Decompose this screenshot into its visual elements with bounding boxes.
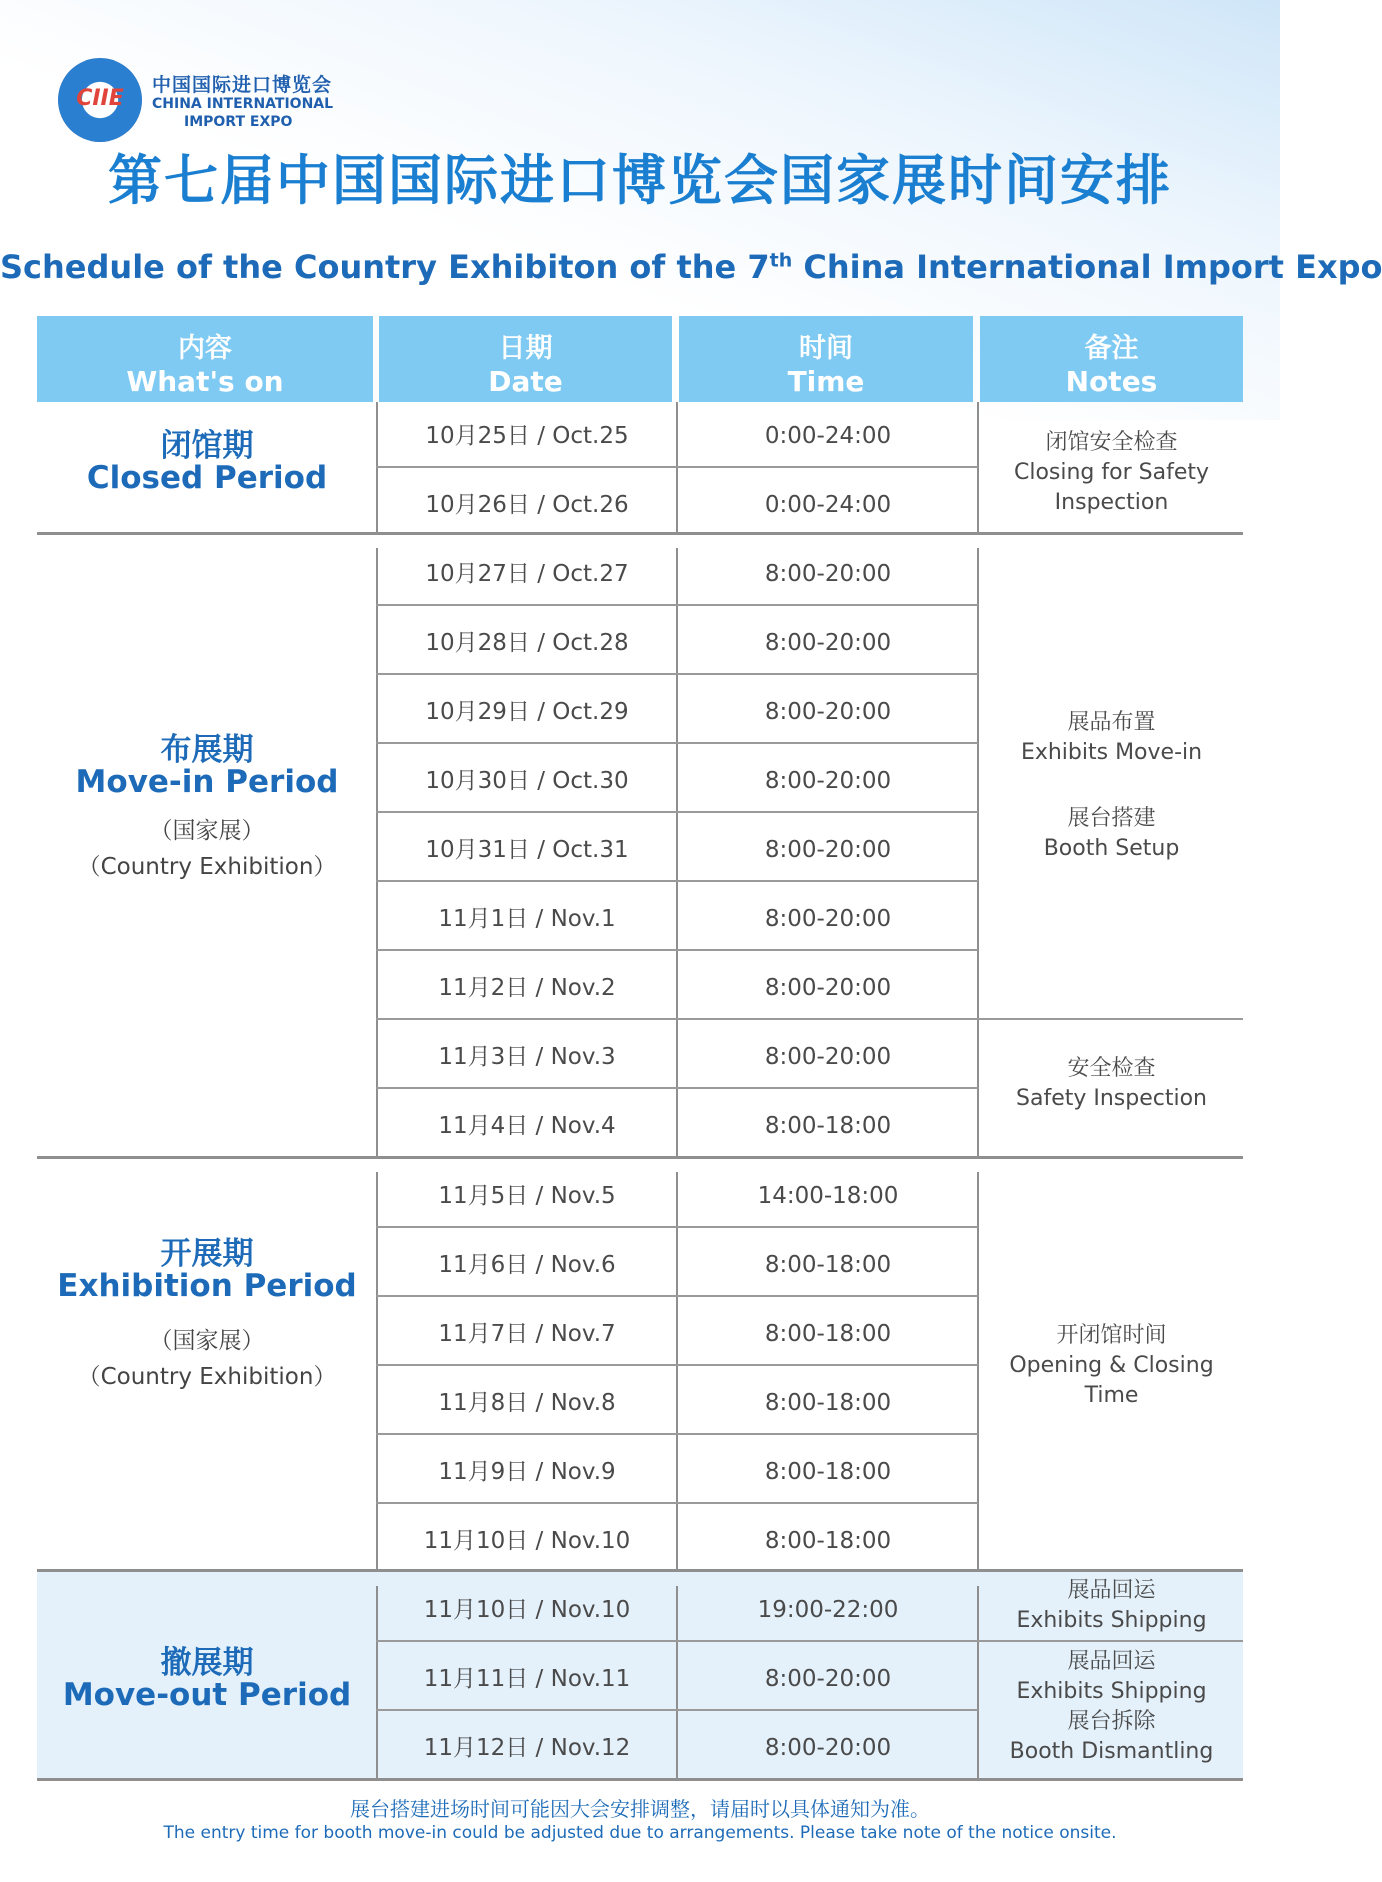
row-divider xyxy=(376,742,978,744)
time-cell: 8:00-20:00 xyxy=(764,837,892,863)
title-en-superscript: th xyxy=(769,249,793,272)
logo-mark: CIIE xyxy=(76,86,124,111)
date-cell: 11月12日 / Nov.12 xyxy=(423,1735,631,1761)
date-cell: 10月30日 / Oct.30 xyxy=(425,768,629,794)
table-bottom-line xyxy=(37,1778,1243,1781)
row-divider xyxy=(376,673,978,675)
time-cell: 8:00-20:00 xyxy=(764,1735,892,1761)
time-cell: 8:00-18:00 xyxy=(764,1390,892,1416)
date-cell: 11月10日 / Nov.10 xyxy=(423,1597,631,1623)
time-cell: 8:00-18:00 xyxy=(764,1113,892,1139)
header-time xyxy=(679,316,973,402)
note-shipping-dismantling xyxy=(980,1647,1243,1767)
note-en: Opening & Closing Time xyxy=(1009,1353,1214,1408)
note-en: Booth Dismantling xyxy=(1009,1739,1214,1764)
note-cn: 展品布置 xyxy=(1067,710,1156,735)
exhibition-period-sub-en: （Country Exhibition） xyxy=(77,1364,337,1390)
movein-period-sub-cn: （国家展） xyxy=(149,818,265,844)
section-divider xyxy=(37,532,1243,535)
header-date xyxy=(379,316,672,402)
date-cell: 11月6日 / Nov.6 xyxy=(438,1252,616,1278)
row-divider xyxy=(376,1226,978,1228)
column-divider xyxy=(676,1172,678,1569)
note-en: Safety Inspection xyxy=(1016,1086,1207,1111)
moveout-period-cn: 撤展期 xyxy=(160,1645,254,1681)
date-cell: 11月7日 / Nov.7 xyxy=(438,1321,616,1347)
date-cell: 11月8日 / Nov.8 xyxy=(438,1390,616,1416)
logo-name-en-line2: IMPORT EXPO xyxy=(184,114,293,130)
note-movein xyxy=(980,708,1243,864)
note-en: Booth Setup xyxy=(1043,836,1180,861)
closed-period-cn: 闭馆期 xyxy=(160,428,254,464)
row-divider xyxy=(376,811,978,813)
time-cell: 8:00-20:00 xyxy=(764,975,892,1001)
header-label-en: Notes xyxy=(1065,365,1158,398)
header-label-en: What's on xyxy=(126,365,284,398)
time-cell: 8:00-18:00 xyxy=(764,1459,892,1485)
time-cell: 8:00-20:00 xyxy=(764,630,892,656)
row-divider xyxy=(376,466,978,468)
time-cell: 0:00-24:00 xyxy=(764,423,892,449)
moveout-period-en: Move-out Period xyxy=(62,1677,352,1713)
date-cell: 11月9日 / Nov.9 xyxy=(438,1459,616,1485)
time-cell: 8:00-20:00 xyxy=(764,1666,892,1692)
exhibition-period-cn: 开展期 xyxy=(160,1236,254,1272)
date-cell: 11月4日 / Nov.4 xyxy=(438,1113,616,1139)
title-en-prefix: Schedule of the Country Exhibiton of the 7 xyxy=(0,248,770,286)
header-label-en: Time xyxy=(787,365,865,398)
header-label-cn: 内容 xyxy=(178,333,232,364)
note-closing-safety xyxy=(980,428,1243,518)
date-cell: 10月26日 / Oct.26 xyxy=(425,492,629,518)
row-divider xyxy=(376,1502,978,1504)
note-en: Exhibits Move-in xyxy=(1020,740,1203,765)
header-whats-on xyxy=(37,316,373,402)
note-spacer xyxy=(980,768,1243,804)
movein-period-en: Move-in Period xyxy=(75,764,339,800)
footer-note-cn: 展台搭建进场时间可能因大会安排调整，请届时以具体通知为准。 xyxy=(350,1797,930,1821)
note-cn: 展品回运 xyxy=(1067,1649,1156,1674)
date-cell: 11月5日 / Nov.5 xyxy=(438,1183,616,1209)
movein-period-cn: 布展期 xyxy=(160,732,254,768)
page-title-en xyxy=(0,248,1382,286)
note-cn: 开闭馆时间 xyxy=(1056,1323,1167,1348)
date-cell: 10月25日 / Oct.25 xyxy=(425,423,629,449)
date-cell: 11月3日 / Nov.3 xyxy=(438,1044,616,1070)
row-divider xyxy=(376,1018,1243,1020)
note-en: Exhibits Shipping xyxy=(1016,1608,1207,1633)
header-label-cn: 日期 xyxy=(498,333,553,364)
note-shipping-1 xyxy=(980,1576,1243,1636)
time-cell: 14:00-18:00 xyxy=(757,1183,899,1209)
row-divider xyxy=(376,1295,978,1297)
header-notes xyxy=(980,316,1243,402)
time-cell: 8:00-20:00 xyxy=(764,561,892,587)
note-en: Closing for Safety xyxy=(1013,460,1210,485)
section-divider xyxy=(37,1156,1243,1159)
date-cell: 10月28日 / Oct.28 xyxy=(425,630,629,656)
date-cell: 11月2日 / Nov.2 xyxy=(438,975,616,1001)
time-cell: 8:00-20:00 xyxy=(764,906,892,932)
row-divider xyxy=(376,604,978,606)
movein-period-sub-en: （Country Exhibition） xyxy=(77,854,337,880)
note-cn: 安全检查 xyxy=(1067,1056,1156,1081)
date-cell: 11月11日 / Nov.11 xyxy=(423,1666,631,1692)
exhibition-period-sub-cn: （国家展） xyxy=(149,1328,265,1354)
note-cn: 展台搭建 xyxy=(1067,806,1156,831)
date-cell: 10月31日 / Oct.31 xyxy=(425,837,629,863)
time-cell: 19:00-22:00 xyxy=(757,1597,899,1623)
header-label-cn: 时间 xyxy=(799,333,853,364)
note-opening-closing xyxy=(980,1321,1243,1411)
row-divider xyxy=(376,880,978,882)
note-en: Exhibits Shipping xyxy=(1016,1679,1207,1704)
date-cell: 11月10日 / Nov.10 xyxy=(423,1528,631,1554)
exhibition-period-en: Exhibition Period xyxy=(57,1268,357,1304)
note-en: Inspection xyxy=(1054,490,1169,515)
row-divider xyxy=(376,1087,978,1089)
header-label-en: Date xyxy=(488,365,563,398)
logo-name-cn: 中国国际进口博览会 xyxy=(152,74,333,96)
note-cn: 闭馆安全检查 xyxy=(1045,430,1178,455)
row-divider xyxy=(376,1433,978,1435)
date-cell: 10月29日 / Oct.29 xyxy=(425,699,629,725)
row-divider xyxy=(376,1640,1243,1642)
note-safety-inspection xyxy=(980,1054,1243,1114)
section-divider xyxy=(37,1569,1243,1572)
time-cell: 8:00-18:00 xyxy=(764,1252,892,1278)
time-cell: 8:00-18:00 xyxy=(764,1321,892,1347)
time-cell: 8:00-20:00 xyxy=(764,699,892,725)
date-cell: 11月1日 / Nov.1 xyxy=(438,906,616,932)
time-cell: 8:00-20:00 xyxy=(764,1044,892,1070)
title-en-suffix: China International Import Expo xyxy=(792,248,1382,286)
column-divider xyxy=(977,1172,979,1569)
row-divider xyxy=(376,1364,978,1366)
time-cell: 0:00-24:00 xyxy=(764,492,892,518)
page-title-cn: 第七届中国国际进口博览会国家展时间安排 xyxy=(108,149,1172,212)
note-cn: 展品回运 xyxy=(1067,1578,1156,1603)
row-divider xyxy=(376,949,978,951)
closed-period-en: Closed Period xyxy=(86,460,328,496)
row-divider xyxy=(376,1709,978,1711)
header-label-cn: 备注 xyxy=(1084,333,1139,364)
note-cn: 展台拆除 xyxy=(1067,1709,1156,1734)
time-cell: 8:00-20:00 xyxy=(764,768,892,794)
logo-name-en-line1: CHINA INTERNATIONAL xyxy=(152,96,334,112)
date-cell: 10月27日 / Oct.27 xyxy=(425,561,629,587)
footer-note-en: The entry time for booth move-in could be adjusted due to arrangements. Please take note of the notice onsite. xyxy=(163,1823,1117,1843)
ciie-logo xyxy=(58,58,348,144)
time-cell: 8:00-18:00 xyxy=(764,1528,892,1554)
